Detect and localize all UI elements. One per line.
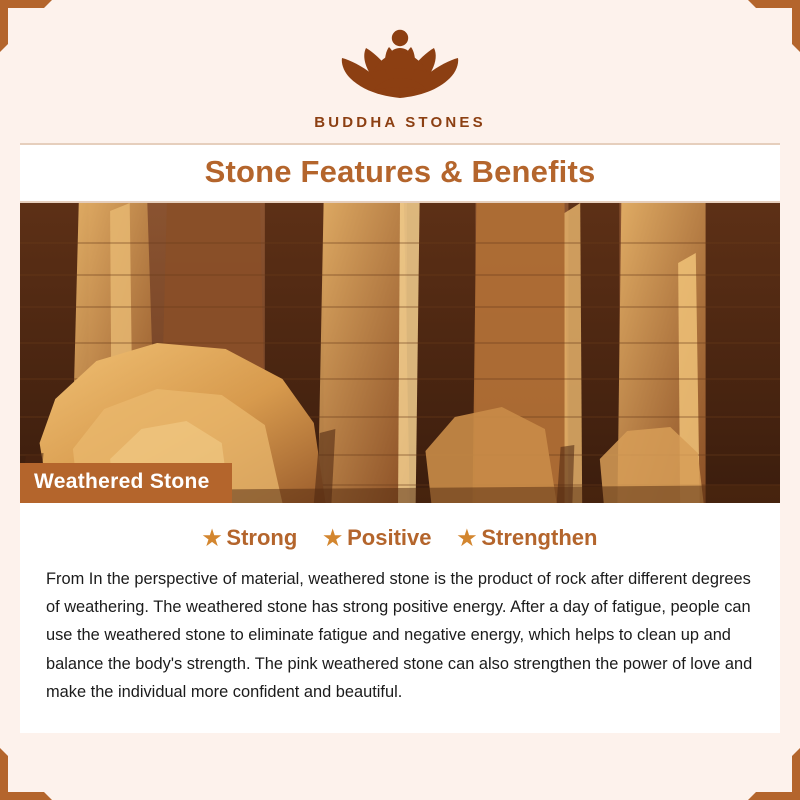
keyword-item [457, 525, 597, 551]
keyword-label: Strengthen [481, 525, 598, 550]
brand-header [8, 8, 792, 131]
lotus-meditation-figure-icon [310, 20, 490, 110]
brand-name: BUDDHA STONES [314, 114, 486, 131]
keyword-label: Positive [347, 525, 432, 550]
star-icon: ★ [323, 526, 343, 550]
page-title: Stone Features & Benefits [204, 154, 596, 189]
keyword-label: Strong [226, 525, 298, 550]
title-band [20, 143, 780, 203]
star-icon: ★ [202, 526, 222, 550]
keyword-item [323, 525, 431, 551]
keyword-list [46, 525, 754, 551]
hero-image [20, 203, 780, 503]
description-paragraph: From In the perspective of material, weathered stone is the product of rock after different degrees of weathering. The weathered stone has strong positive energy. After a day of fatigue, people can use the weathered stone to eliminate fatigue and negative energy, which helps to clean up and balance the body's strength. The pink weathered stone can also strengthen the power of love and make the individual more confident and beautiful. [46, 570, 753, 701]
star-icon: ★ [457, 526, 477, 550]
keyword-item [203, 525, 298, 551]
description-card [20, 503, 780, 733]
hero-caption-label: Weathered Stone [20, 463, 232, 503]
poster-inner [8, 8, 792, 792]
